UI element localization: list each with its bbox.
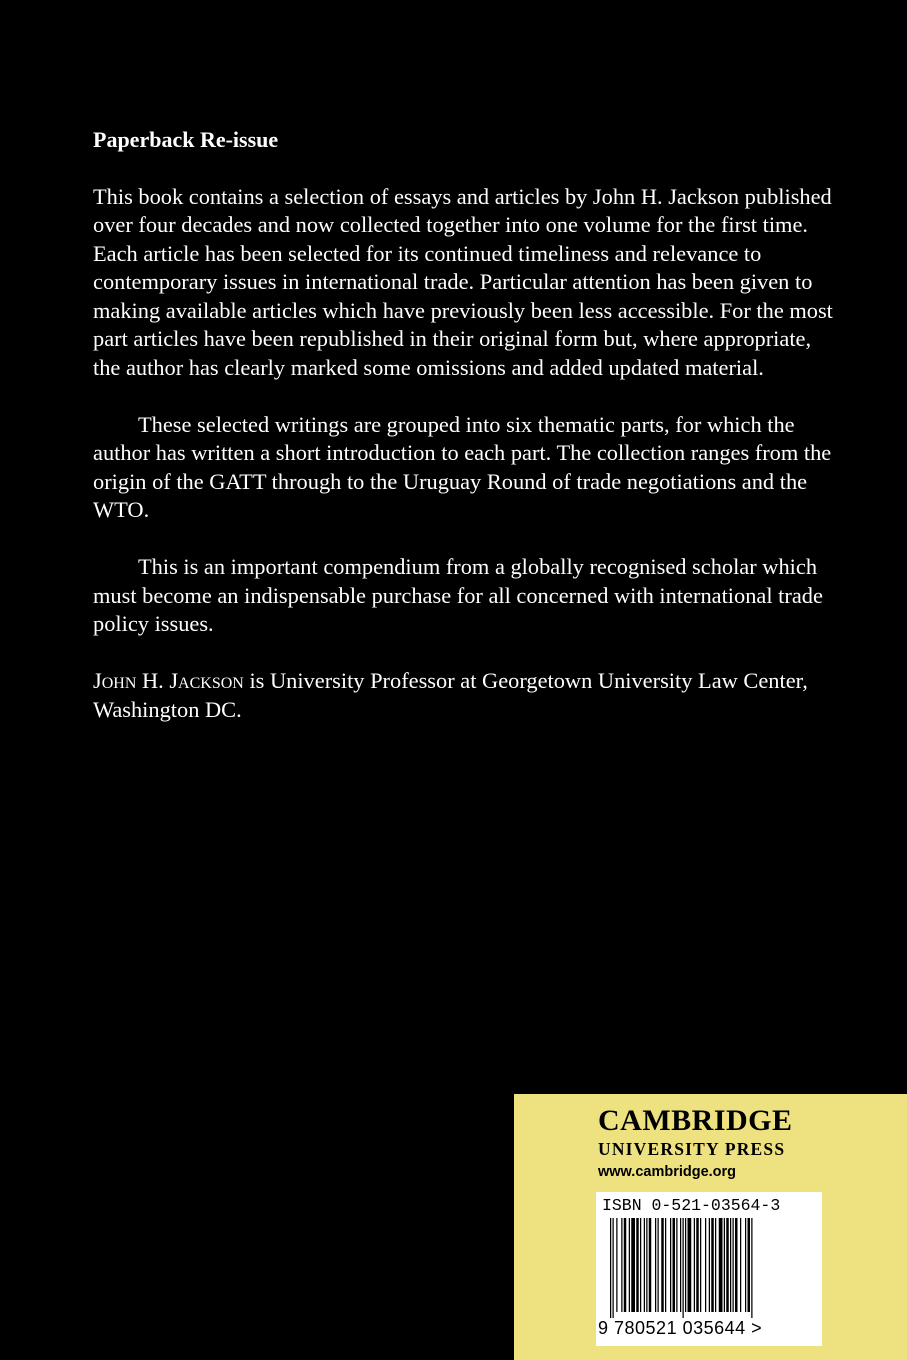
barcode-bar <box>636 1218 639 1312</box>
barcode-bar <box>646 1218 647 1312</box>
barcode-bar <box>683 1218 684 1318</box>
barcode-bar <box>711 1218 714 1312</box>
barcode-bar <box>670 1218 671 1312</box>
barcode-bar <box>624 1218 627 1312</box>
publisher-name: CAMBRIDGE <box>598 1104 793 1137</box>
barcode-panel <box>596 1192 822 1346</box>
barcode-bar <box>688 1218 692 1312</box>
barcode-bar <box>730 1218 731 1312</box>
barcode-bar <box>705 1218 706 1312</box>
barcode-bar <box>676 1218 677 1312</box>
barcode-bar <box>735 1218 738 1312</box>
barcode-bar <box>748 1218 751 1312</box>
barcode-bar <box>719 1218 723 1312</box>
isbn-label: ISBN 0-521-03564-3 <box>602 1196 781 1215</box>
barcode-bar <box>733 1218 734 1312</box>
barcode-bar <box>751 1218 752 1318</box>
author-bio-text: is University Professor at Georgetown University Law Center, Washington DC. <box>93 668 808 722</box>
barcode-bar <box>740 1218 741 1312</box>
barcode-bar <box>616 1218 617 1312</box>
barcode-bar <box>694 1218 695 1312</box>
publisher-url: www.cambridge.org <box>598 1164 737 1180</box>
barcode-bar <box>696 1218 699 1312</box>
barcode-bar <box>709 1218 710 1312</box>
barcode-bar <box>644 1218 645 1312</box>
barcode-bar <box>621 1218 622 1312</box>
blurb-paragraph-1: This book contains a selection of essays and articles by John H. Jackson published over four decades and now collected together into one volume for the first time. Each article has been selected for its continued timeliness and relevance to contemporary issues in international trade. Particular attention has been given to making available articles which have previously been less accessible. For the most part articles have been republished in their original form but, where appropriate, the author has clearly marked some omissions and added updated material. <box>93 183 833 380</box>
reissue-heading: Paperback Re-issue <box>93 127 279 152</box>
barcode-bar <box>715 1218 716 1312</box>
publisher-panel <box>514 1094 907 1360</box>
barcode-bar <box>655 1218 656 1312</box>
barcode-bar <box>649 1218 652 1312</box>
barcode-bar <box>640 1218 641 1312</box>
author-bio <box>93 667 833 724</box>
blurb-paragraph-2: These selected writings are grouped into six thematic parts, for which the author has written a short introduction to each part. The collection ranges from the origin of the GATT through to the Uruguay Round of trade negotiations and the WTO. <box>93 411 832 522</box>
barcode-bar <box>726 1218 729 1312</box>
barcode-bar <box>658 1218 659 1312</box>
barcode-digits: 9 780521 035644 > <box>598 1318 763 1338</box>
barcode-bar <box>680 1218 681 1312</box>
barcode-bar <box>700 1218 701 1312</box>
blurb-paragraph-3: This is an important compendium from a globally recognised scholar which must become an indispensable purchase for all concerned with international trade policy issues. <box>93 554 823 636</box>
barcode-bar <box>610 1218 611 1318</box>
barcode-bar <box>724 1218 725 1312</box>
barcode-bar <box>629 1218 630 1312</box>
barcode-bar <box>665 1218 666 1312</box>
blurb-text-block <box>93 126 833 753</box>
barcode-bar <box>613 1218 614 1318</box>
barcode-bar <box>685 1218 686 1312</box>
barcode-graphic <box>604 1218 814 1318</box>
barcode-bar <box>673 1218 676 1312</box>
author-name: John H. Jackson <box>93 668 244 693</box>
barcode-bar <box>631 1218 635 1312</box>
barcode-bar <box>745 1218 746 1312</box>
publisher-subtitle: UNIVERSITY PRESS <box>598 1139 786 1159</box>
barcode-bar <box>661 1218 664 1312</box>
